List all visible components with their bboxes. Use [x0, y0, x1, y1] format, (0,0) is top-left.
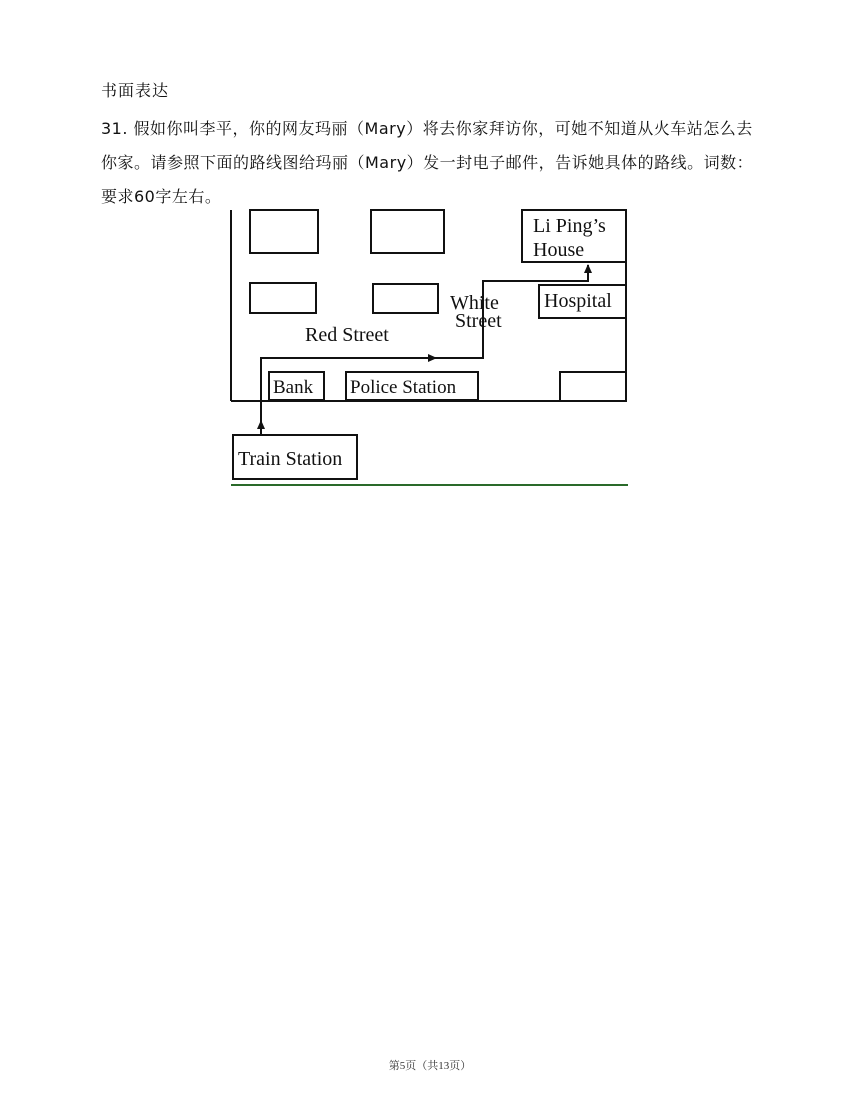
red-street-label: Red Street: [305, 324, 389, 346]
block-mid-middle: [373, 284, 438, 313]
section-heading: 书面表达: [101, 81, 170, 100]
li-ping-house-label-line2: House: [533, 239, 585, 261]
question-text: 假如你叫李平，你的网友玛丽（Mary）将去你家拜访你，可她不知道从火车站怎么去你家。请参照下面的路线图给玛丽（Mary）发一封电子邮件，告诉她具体的路线。词数：要求60字左右。: [101, 119, 754, 206]
hospital-label: Hospital: [544, 290, 612, 312]
police-station-label: Police Station: [350, 377, 457, 398]
block-lower-right: [560, 372, 626, 401]
li-ping-house-label-line1: Li Ping’s: [533, 215, 606, 237]
bank-label: Bank: [273, 377, 314, 398]
white-street-label-line2: Street: [455, 310, 502, 332]
block-mid-left: [250, 283, 316, 313]
block-top-left: [250, 210, 318, 253]
train-station-label: Train Station: [238, 448, 343, 470]
question-31: [101, 112, 761, 214]
route-map: [228, 205, 630, 490]
question-number: 31.: [101, 119, 128, 138]
block-top-middle: [371, 210, 444, 253]
page-footer: 第5页（共13页）: [388, 1060, 472, 1072]
white-street-label-line1: White: [450, 292, 499, 314]
